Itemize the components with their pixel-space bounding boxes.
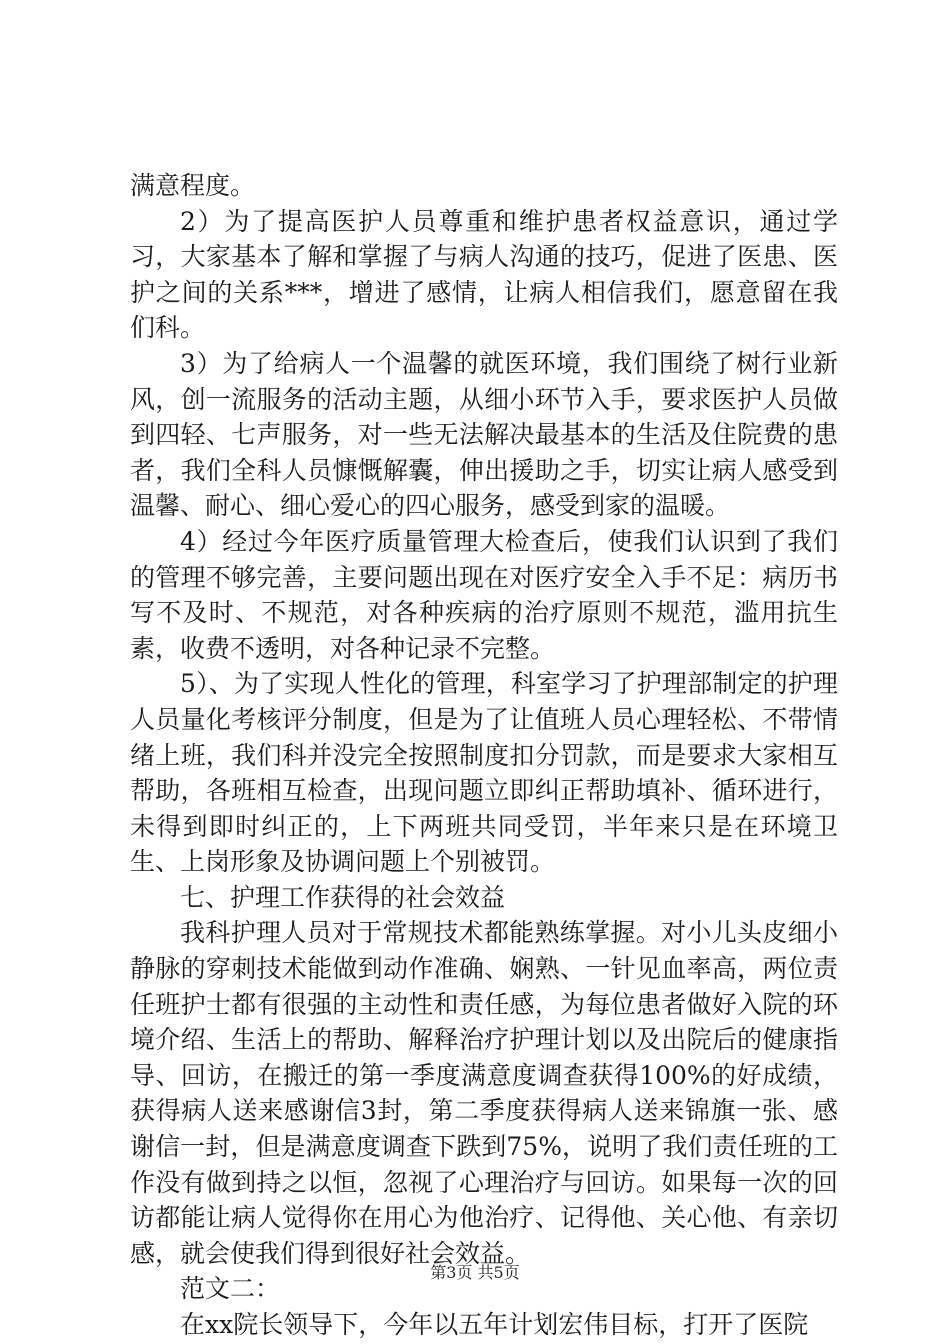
paragraph-5: 5）、为了实现人性化的管理，科室学习了护理部制定的护理人员量化考核评分制度，但是为了让值班人员心理轻松、不带情绪上班，我们科并没完全按照制度扣分罚款，而是要求大家相互帮助，各班相互检查，出现问题立即纠正帮助填补、循环进行，未得到即时纠正的，上下两班共同受罚，半年来只是在环境卫生、上岗形象及协调问题上个别被罚。	[130, 669, 838, 877]
paragraph-2: 2）为了提高医护人员尊重和维护患者权益意识，通过学习，大家基本了解和掌握了与病人沟通的技巧，促进了医患、医护之间的关系***，增进了感情，让病人相信我们，愿意留在我们科。	[130, 206, 838, 343]
paragraph-1: 满意程度。	[130, 171, 256, 200]
section-heading: 七、护理工作获得的社会效益	[180, 882, 506, 912]
paragraph-4: 4）经过今年医疗质量管理大检查后，使我们认识到了我们的管理不够完善，主要问题出现在对医疗安全入手不足：病历书写不及时、不规范，对各种疾病的治疗原则不规范，滥用抗生素，收费不透明，对各种记录不完整。	[130, 526, 838, 663]
paragraph-6: 我科护理人员对于常规技术都能熟练掌握。对小儿头皮细小静脉的穿刺技术能做到动作准确、娴熟、一针见血率高，两位责任班护士都有很强的主动性和责任感，为每位患者做好入院的环境介绍、生活上的帮助、解释治疗护理计划以及出院后的健康指导、回访，在搬迁的第一季度满意度调查获得100%的好成绩，获得病人送来感谢信3封，第二季度获得病人送来锦旗一张、感谢信一封，但是满意度调查下跌到75%，说明了我们责任班的工作没有做到持之以恒，忽视了心理治疗与回访。如果每一次的回访都能让病人觉得你在用心为他治疗、记得他、关心他、有亲切感，就会使我们得到很好社会效益。	[130, 918, 838, 1268]
paragraph-3: 3）为了给病人一个温馨的就医环境，我们围绕了树行业新风，创一流服务的活动主题，从细小环节入手，要求医护人员做到四轻、七声服务，对一些无法解决最基本的生活及住院费的患者，我们全科人员慷慨解囊，伸出援助之手，切实让病人感受到温馨、耐心、细心爱心的四心服务，感受到家的温暖。	[130, 348, 838, 521]
paragraph-7: 在xx院长领导下，今年以五年计划宏伟目标，打开了医院	[180, 1310, 809, 1339]
sample-heading: 范文二：	[180, 1274, 281, 1304]
document-body	[130, 168, 838, 1343]
page-number: 第3页 共5页	[430, 1263, 520, 1282]
